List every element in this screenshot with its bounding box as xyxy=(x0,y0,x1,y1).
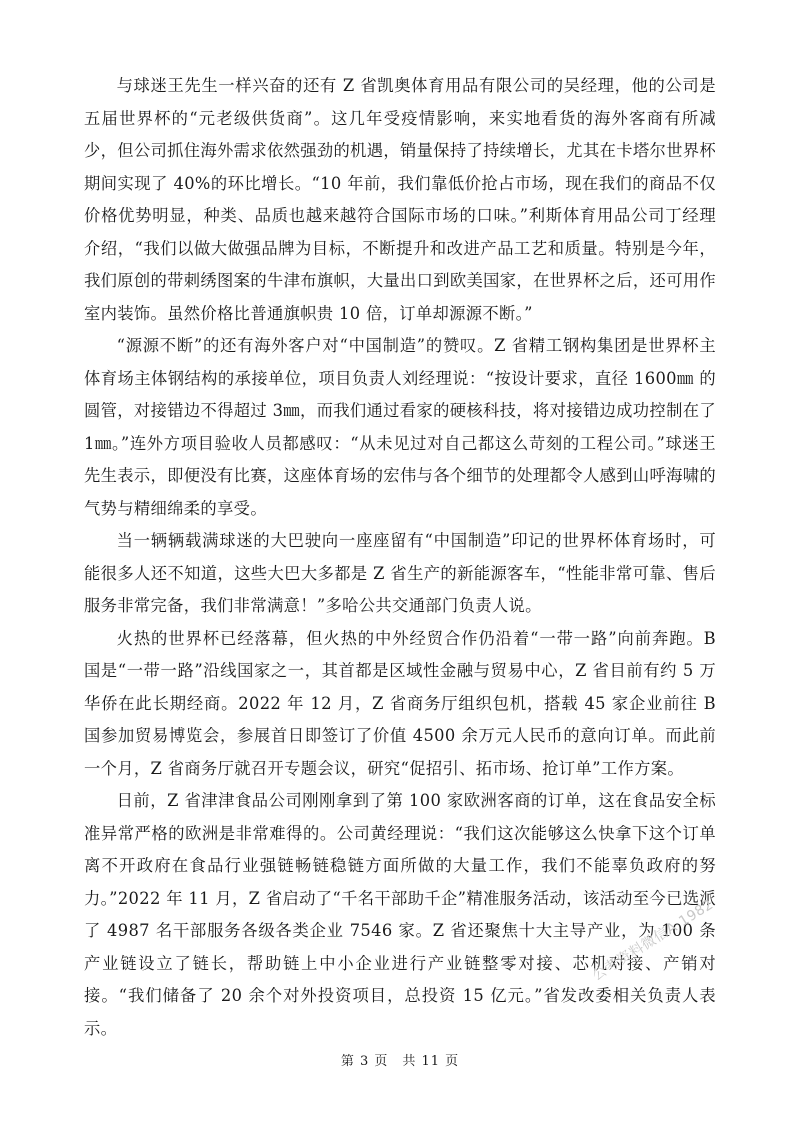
paragraph: 与球迷王先生一样兴奋的还有 Z 省凯奥体育用品有限公司的吴经理，他的公司是五届世界杯的“元老级供货商”。这几年受疫情影响，来实地看货的海外客商有所减少，但公司抓住海外需求依然强劲的机遇，销量保持了持续增长，尤其在卡塔尔世界杯期间实现了 40%的环比增长。“10 年前，我们靠低价抢占市场，现在我们的商品不仅价格优势明显，种类、品质也越来越符合国际市场的口味。”利斯体育用品公司丁经理介绍，“我们以做大做强品牌为目标，不断提升和改进产品工艺和质量。特别是今年，我们原创的带刺绣图案的牛津布旗帜，大量出口到欧美国家，在世界杯之后，还可用作室内装饰。虽然价格比普通旗帜贵 10 倍，订单却源源不断。” xyxy=(84,76,716,323)
page-number-footer: 第 3 页 共 11 页 xyxy=(340,1054,460,1069)
article-body xyxy=(84,70,716,1045)
watermark: 公考资料微信A 1982 xyxy=(589,896,717,985)
paragraph: 日前，Z 省津津食品公司刚刚拿到了第 100 家欧洲客商的订单，这在食品安全标准异常严格的欧洲是非常难得的。公司黄经理说：“我们这次能够这么快拿下这个订单离不开政府在食品行业强链畅链稳链方面所做的大量工作，我们不能辜负政府的努力。”2022 年 11 月，Z 省启动了“千名干部助千企”精准服务活动，该活动至今已选派了 4987 名干部服务各级各类企业 7546 家。Z 省还聚焦十大主导产业，为 100 条产业链设立了链长，帮助链上中小企业进行产业链整零对接、芯机对接、产销对接。“我们储备了 20 余个对外投资项目，总投资 15 亿元。”省发改委相关负责人表示。 xyxy=(84,791,716,1038)
paragraph: 当一辆辆载满球迷的大巴驶向一座座留有“中国制造”印记的世界杯体育场时，可能很多人还不知道，这些大巴大多都是 Z 省生产的新能源客车，“性能非常可靠、售后服务非常完备，我们非常满意！”多哈公共交通部门负责人说。 xyxy=(84,531,716,615)
paragraph: 火热的世界杯已经落幕，但火热的中外经贸合作仍沿着“一带一路”向前奔跑。B 国是“一带一路”沿线国家之一，其首都是区域性金融与贸易中心，Z 省目前有约 5 万华侨在此长期经商。2022 年 12 月，Z 省商务厅组织包机，搭载 45 家企业前往 B 国参加贸易博览会，参展首日即签订了价值 4500 余万元人民币的意向订单。而此前一个月，Z 省商务厅就召开专题会议，研究“促招引、拓市场、抢订单”工作方案。 xyxy=(84,628,716,778)
paragraph: “源源不断”的还有海外客户对“中国制造”的赞叹。Z 省精工钢构集团是世界杯主体育场主体钢结构的承接单位，项目负责人刘经理说：“按设计要求，直径 1600㎜ 的圆管，对接错边不得超过 3㎜，而我们通过看家的硬核科技，将对接错边成功控制在了 1㎜。”连外方项目验收人员都感叹：“从未见过对自己都这么苛刻的工程公司。”球迷王先生表示，即便没有比赛，这座体育场的宏伟与各个细节的处理都令人感到山呼海啸的气势与精细绵柔的享受。 xyxy=(84,336,716,518)
